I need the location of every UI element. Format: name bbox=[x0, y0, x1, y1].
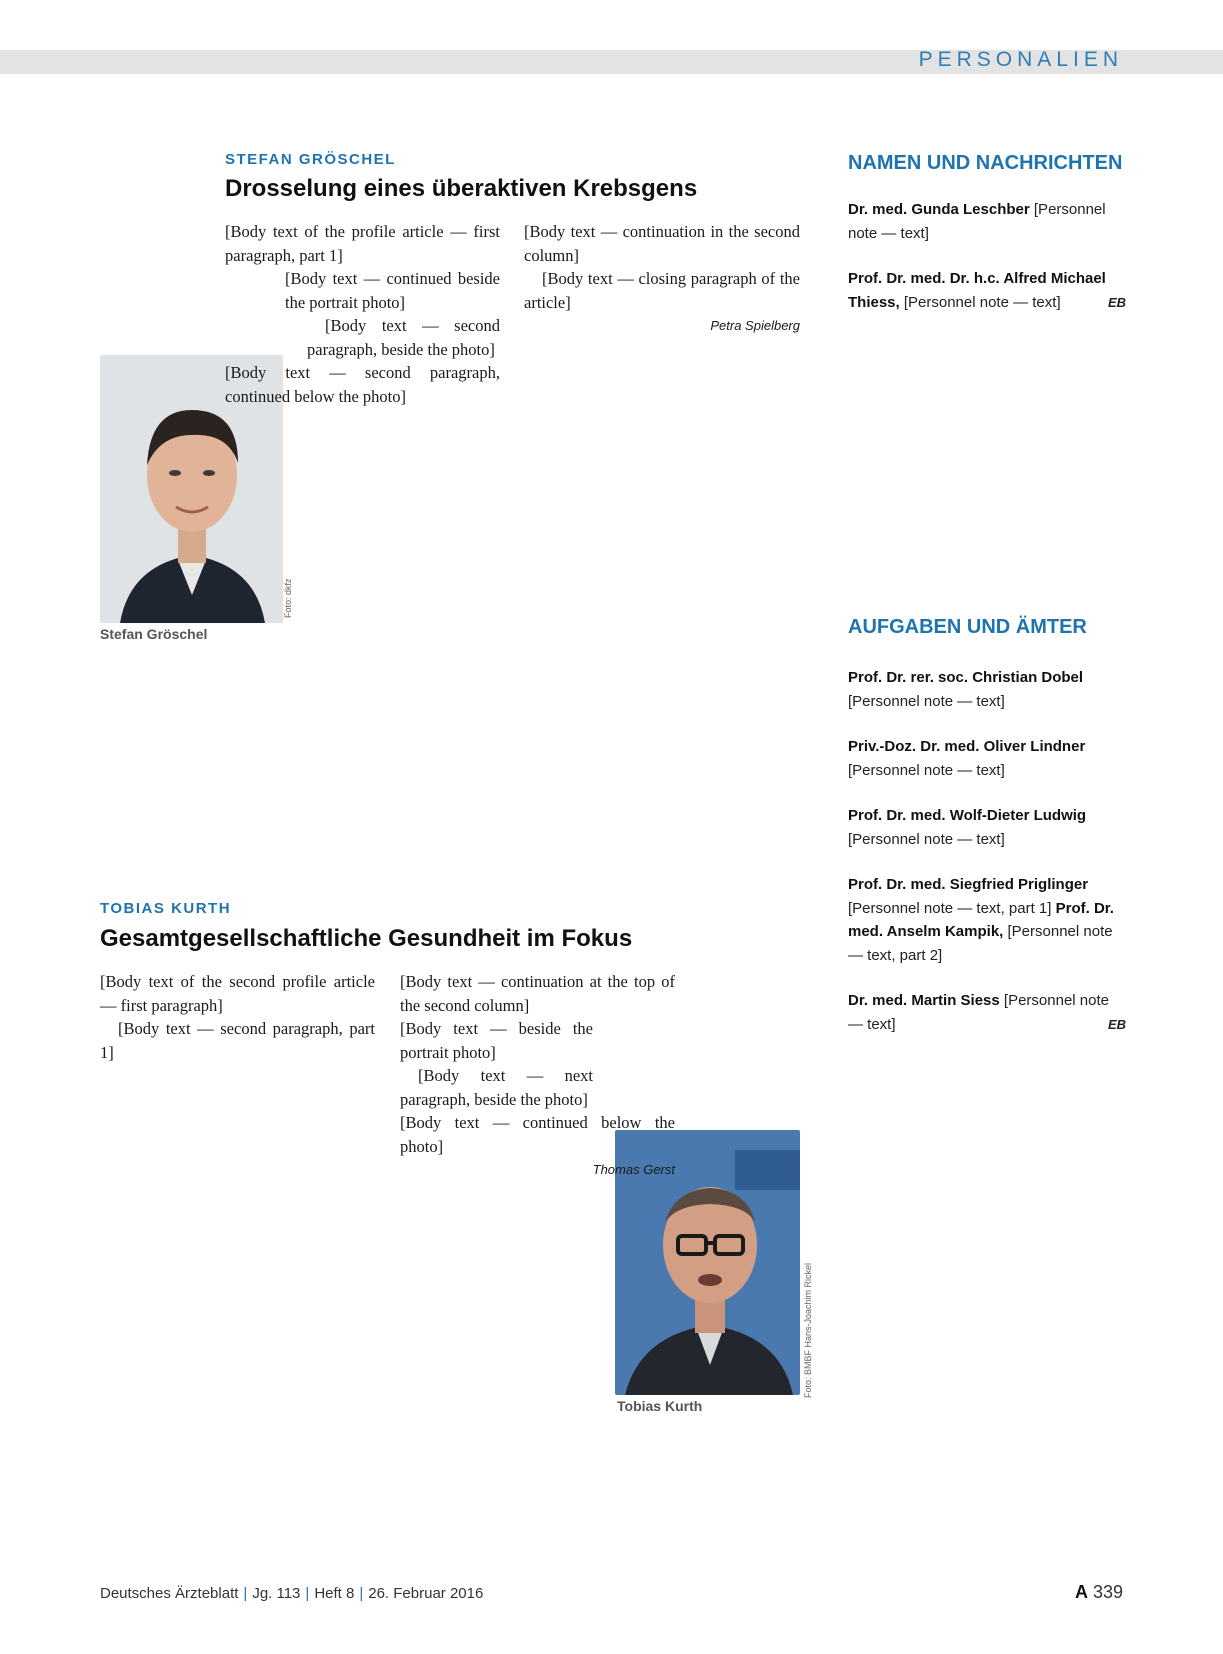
article2-headline: Gesamtgesellschaftliche Gesundheit im Fokus bbox=[100, 925, 633, 952]
issue: Heft 8 bbox=[314, 1585, 355, 1602]
article2-paragraph: [Body text — continuation at the top of the second column] bbox=[400, 972, 675, 1015]
photo-caption: Stefan Gröschel bbox=[100, 626, 208, 642]
sidebar-entry bbox=[848, 989, 1126, 1036]
article1-headline: Drosselung eines überaktiven Krebsgens bbox=[225, 175, 698, 202]
article1-author: Petra Spielberg bbox=[710, 318, 800, 333]
photo-caption: Tobias Kurth bbox=[617, 1398, 703, 1414]
entry-text: [Personnel note — text] bbox=[848, 692, 1005, 710]
article1-column-1 bbox=[225, 220, 500, 408]
article2-kicker: TOBIAS KURTH bbox=[100, 900, 232, 917]
section-label: PERSONALIEN bbox=[918, 48, 1123, 71]
article1-paragraph: [Body text of the profile article — first paragraph, part 1] bbox=[225, 222, 500, 265]
article1-paragraph: [Body text — closing paragraph of the article] bbox=[524, 269, 800, 312]
entry-text: [Personnel note — text] bbox=[848, 830, 1005, 848]
editor-signature: EB bbox=[1107, 294, 1126, 310]
article2-paragraph: [Body text of the second profile article — first paragraph] bbox=[100, 972, 375, 1015]
article2-paragraph: [Body text — continued below the photo] bbox=[400, 1113, 675, 1156]
entry-text: [Personnel note — text] bbox=[848, 201, 1106, 242]
editor-signature: EB bbox=[1107, 1016, 1126, 1032]
entry-text: [Personnel note — text, part 1] bbox=[848, 899, 1052, 917]
sidebar-entry bbox=[848, 804, 1126, 851]
page-number bbox=[1075, 1582, 1123, 1603]
volume: Jg. 113 bbox=[252, 1585, 301, 1602]
article2-author: Thomas Gerst bbox=[592, 1162, 675, 1177]
photo-credit: Foto: dkfz bbox=[283, 578, 293, 618]
issue-date: 26. Februar 2016 bbox=[368, 1585, 484, 1602]
article1-paragraph: [Body text — second paragraph, beside the photo] bbox=[307, 316, 500, 359]
person-name: Dr. med. Martin Siess bbox=[848, 992, 1000, 1009]
page-prefix: A bbox=[1074, 1582, 1088, 1602]
article2-paragraph: [Body text — beside the portrait photo] bbox=[400, 1019, 593, 1062]
article1-column-2 bbox=[524, 220, 800, 338]
sidebar-heading-appointments: AUFGABEN UND ÄMTER bbox=[848, 616, 1087, 638]
sidebar-entry bbox=[848, 735, 1126, 782]
person-name: Prof. Dr. med. Dr. h.c. Alfred Michael Thiess, bbox=[848, 270, 1106, 311]
article1-kicker: STEFAN GRÖSCHEL bbox=[225, 151, 396, 168]
sidebar-appointments-list bbox=[848, 666, 1126, 1058]
article1-paragraph: [Body text — second paragraph, continued below the photo] bbox=[225, 363, 500, 406]
journal-name: Deutsches Ärzteblatt bbox=[100, 1585, 239, 1602]
person-name: Prof. Dr. med. Siegfried Priglinger bbox=[848, 876, 1089, 893]
sidebar-entry bbox=[848, 873, 1126, 967]
entry-text: [Personnel note — text] bbox=[848, 992, 1109, 1033]
article2-column-2 bbox=[400, 970, 675, 1182]
photo-credit: Foto: BMBF Hans-Joachim Rickel bbox=[803, 1262, 813, 1398]
sidebar-entry bbox=[848, 198, 1126, 245]
person-name: Priv.-Doz. Dr. med. Oliver Lindner bbox=[848, 738, 1086, 755]
page-number-value: 339 bbox=[1092, 1582, 1123, 1602]
sidebar-heading-news: NAMEN UND NACHRICHTEN bbox=[848, 152, 1123, 174]
article1-paragraph: [Body text — continued beside the portrait photo] bbox=[285, 269, 500, 312]
sidebar-news-list bbox=[848, 198, 1126, 336]
entry-text: [Personnel note — text, part 2] bbox=[848, 923, 1113, 964]
person-name: Prof. Dr. rer. soc. Christian Dobel bbox=[848, 669, 1084, 686]
article2-column-1 bbox=[100, 970, 375, 1064]
person-name: Prof. Dr. med. Anselm Kampik, bbox=[848, 899, 1114, 940]
person-name: Dr. med. Gunda Leschber bbox=[848, 201, 1030, 218]
article2-paragraph: [Body text — next paragraph, beside the photo] bbox=[400, 1066, 593, 1109]
footer-info: Deutsches Ärzteblatt | Jg. 113 | Heft 8 | 26. Februar 2016 bbox=[100, 1585, 484, 1602]
article1-paragraph: [Body text — continuation in the second column] bbox=[524, 222, 800, 265]
entry-text: [Personnel note — text] bbox=[903, 293, 1061, 311]
sidebar-entry bbox=[848, 267, 1126, 314]
entry-text: [Personnel note — text] bbox=[848, 761, 1005, 779]
sidebar-entry bbox=[848, 666, 1126, 713]
person-name: Prof. Dr. med. Wolf-Dieter Ludwig bbox=[848, 807, 1087, 824]
article2-paragraph: [Body text — second paragraph, part 1] bbox=[100, 1019, 375, 1062]
